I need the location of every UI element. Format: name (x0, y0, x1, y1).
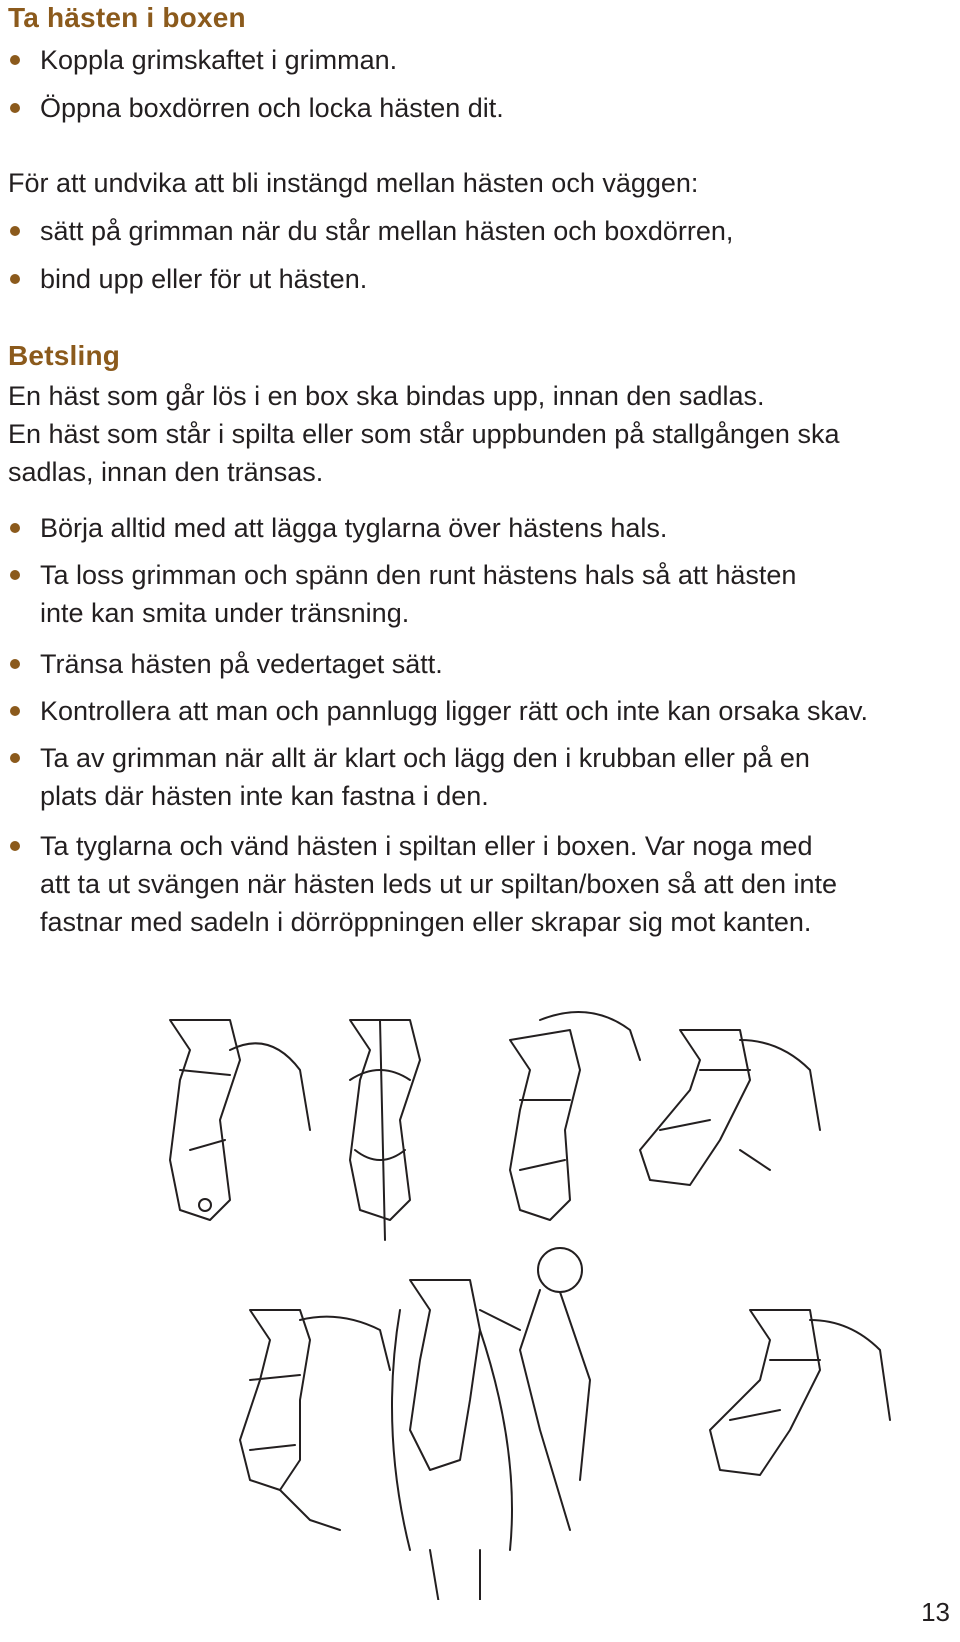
list-item-continuation: inte kan smita under tränsning. (40, 598, 410, 628)
horse-head-drawing (170, 1020, 310, 1220)
horse-head-drawing (350, 1020, 420, 1240)
list-item: Kontrollera att man och pannlugg ligger rätt och inte kan orsaka skav. (40, 696, 868, 726)
list-item-continuation: att ta ut svängen när hästen leds ut ur spiltan/boxen så att den inte (40, 869, 838, 899)
list-item: Ta av grimman när allt är klart och lägg den i krubban eller på en (40, 743, 810, 773)
bullet-icon (10, 103, 20, 113)
horse-and-rider-drawing (392, 1248, 590, 1600)
paragraph-line: En häst som står i spilta eller som står uppbunden på stallgången ska (8, 419, 840, 449)
bullet-icon (10, 55, 20, 65)
horse-head-drawing (710, 1310, 890, 1475)
paragraph: För att undvika att bli instängd mellan hästen och väggen: (8, 168, 699, 198)
list-item: Ta loss grimman och spänn den runt hästens hals så att hästen (40, 560, 797, 590)
list-item: Tränsa hästen på vedertaget sätt. (40, 649, 443, 679)
horse-head-drawing (640, 1030, 820, 1185)
bullet-icon (10, 570, 20, 580)
horse-head-drawing (510, 1012, 640, 1220)
bullet-icon (10, 841, 20, 851)
page-number: 13 (921, 1597, 950, 1627)
horse-head-drawing (240, 1310, 390, 1530)
bullet-icon (10, 659, 20, 669)
list-item: bind upp eller för ut hästen. (40, 264, 368, 294)
paragraph-line: sadlas, innan den tränsas. (8, 457, 324, 487)
section-heading-box: Ta hästen i boxen (8, 2, 246, 33)
list-item-continuation: fastnar med sadeln i dörröppningen eller skrapar sig mot kanten. (40, 907, 812, 937)
list-item: Öppna boxdörren och locka hästen dit. (40, 93, 504, 123)
paragraph-line: En häst som går lös i en box ska bindas upp, innan den sadlas. (8, 381, 765, 411)
list-item: Börja alltid med att lägga tyglarna över hästens hals. (40, 513, 668, 543)
section-heading-bridling: Betsling (8, 340, 121, 371)
bullet-icon (10, 274, 20, 284)
bullet-icon (10, 523, 20, 533)
list-item: sätt på grimman när du står mellan hästen och boxdörren, (40, 216, 734, 246)
list-item: Koppla grimskaftet i grimman. (40, 45, 398, 75)
bullet-icon (10, 226, 20, 236)
bullet-icon (10, 753, 20, 763)
bullet-icon (10, 706, 20, 716)
list-item: Ta tyglarna och vänd hästen i spiltan eller i boxen. Var noga med (40, 831, 813, 861)
bridling-illustration (150, 1000, 950, 1600)
list-item-continuation: plats där hästen inte kan fastna i den. (40, 781, 489, 811)
